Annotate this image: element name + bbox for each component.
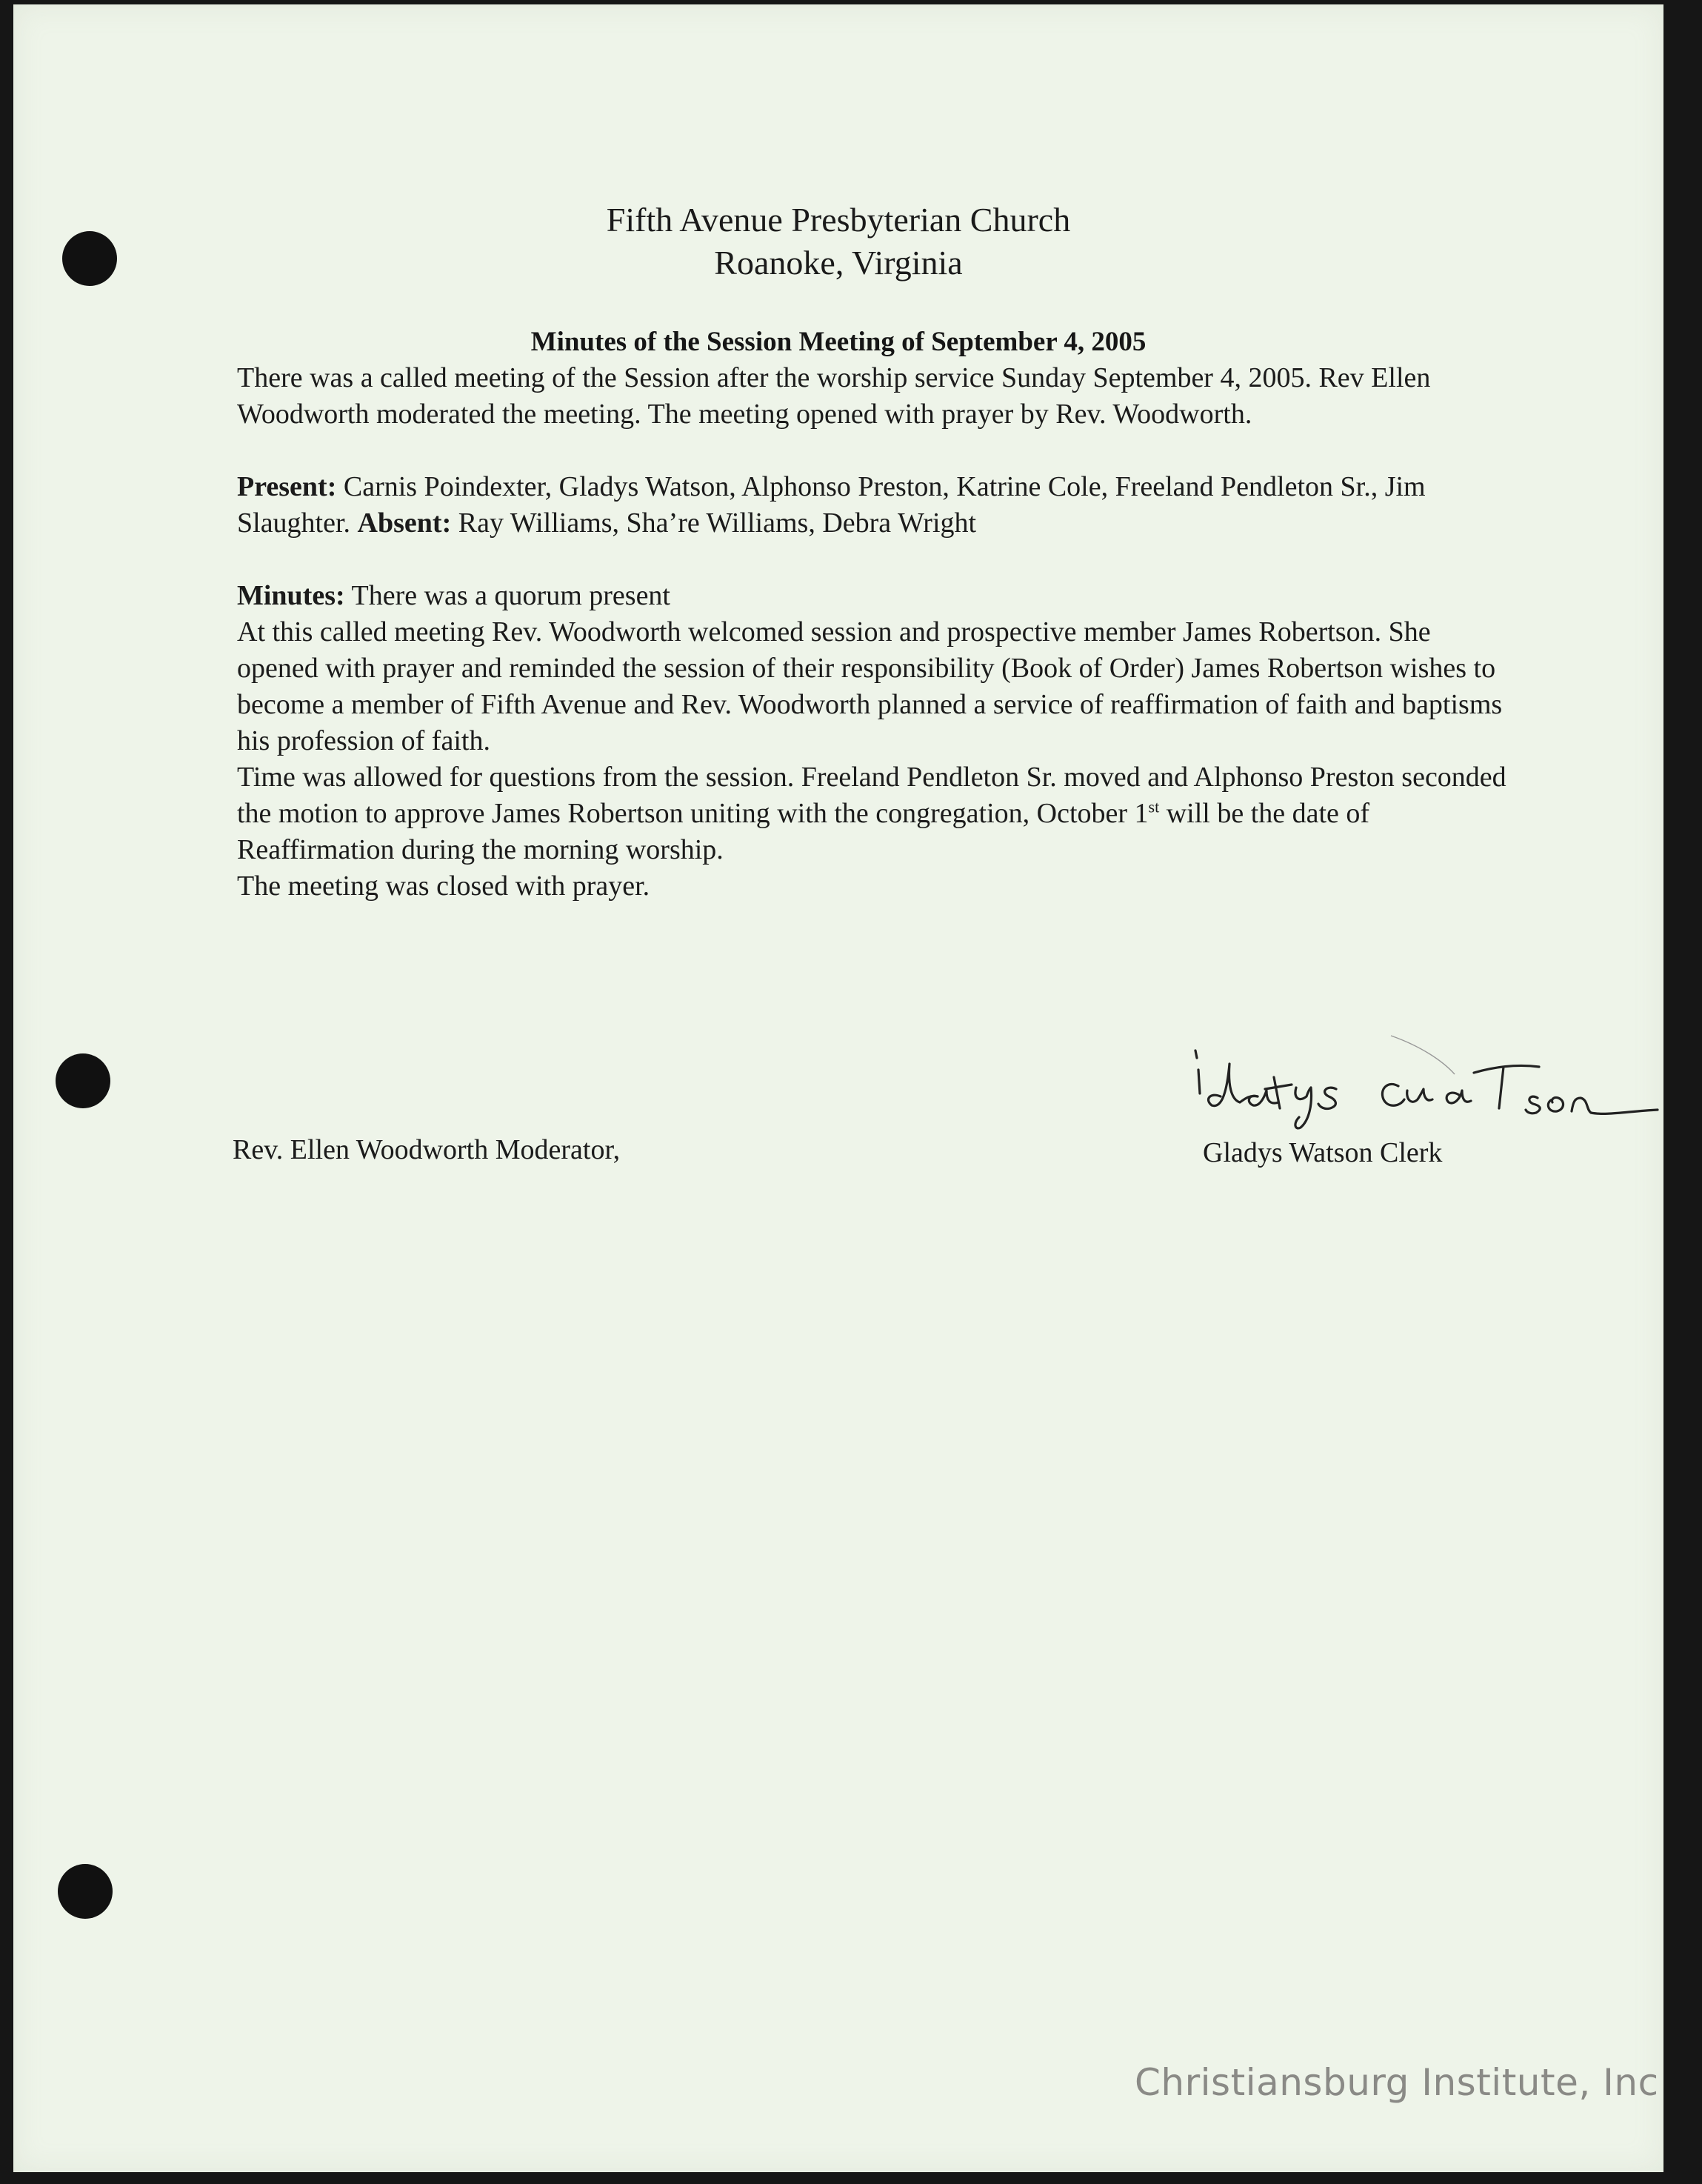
punch-hole bbox=[56, 1053, 110, 1108]
present-list: Carnis Poindexter, Gladys Watson, Alphonso Preston, Katrine Cole, Freeland Pendleton Sr., Jim Slaughter. bbox=[237, 471, 1426, 539]
minutes-text-2-end: will be the date of Reaffirmation during the morning worship. bbox=[237, 798, 1370, 865]
handwritten-signature bbox=[1169, 1025, 1680, 1173]
absent-list: Ray Williams, Sha’re Williams, Debra Wright bbox=[458, 507, 977, 539]
moderator-signature-line: Rev. Ellen Woodworth Moderator, bbox=[233, 1134, 621, 1165]
closing-text: The meeting was closed with prayer. bbox=[237, 870, 650, 902]
church-location: Roanoke, Virginia bbox=[714, 244, 963, 282]
clerk-signature-line: Gladys Watson Clerk bbox=[1203, 1137, 1443, 1168]
minutes-body bbox=[237, 360, 1518, 905]
date-suffix: st bbox=[1148, 797, 1160, 816]
minutes-text-2: Time was allowed for questions from the session. Freeland Pendleton Sr. moved and Alphonso Preston seconded the motion to approve James Robertson uniting with the congregation, October bbox=[237, 762, 1506, 829]
minutes-title: Minutes of the Session Meeting of September 4, 2005 bbox=[530, 327, 1147, 357]
quorum-text: There was a quorum present bbox=[351, 580, 670, 611]
watermark: Christiansburg Institute, Inc bbox=[1135, 2061, 1659, 2104]
present-label: Present: bbox=[237, 471, 337, 502]
intro-paragraph: There was a called meeting of the Session after the worship service Sunday September 4, 2005. Rev Ellen Woodworth moderated the meeting. The meeting opened with prayer by Rev. Woodworth. bbox=[237, 362, 1431, 430]
church-name: Fifth Avenue Presbyterian Church bbox=[606, 201, 1071, 239]
minutes-text-1: At this called meeting Rev. Woodworth welcomed session and prospective member James Robertson. She opened with prayer and reminded the session of their responsibility (Book of Order) James Robertson wishes to become a member of Fifth Avenue and Rev. Woodworth planned a service of reaffirmation of faith and baptisms his profession of faith. bbox=[237, 616, 1503, 756]
absent-label: Absent: bbox=[357, 507, 452, 539]
punch-hole bbox=[58, 1864, 113, 1919]
date-number: 1 bbox=[1134, 798, 1149, 829]
minutes-label: Minutes: bbox=[237, 580, 345, 611]
document-page bbox=[13, 4, 1663, 2172]
minutes-paragraph bbox=[237, 578, 1518, 905]
attendance-paragraph bbox=[237, 469, 1518, 542]
